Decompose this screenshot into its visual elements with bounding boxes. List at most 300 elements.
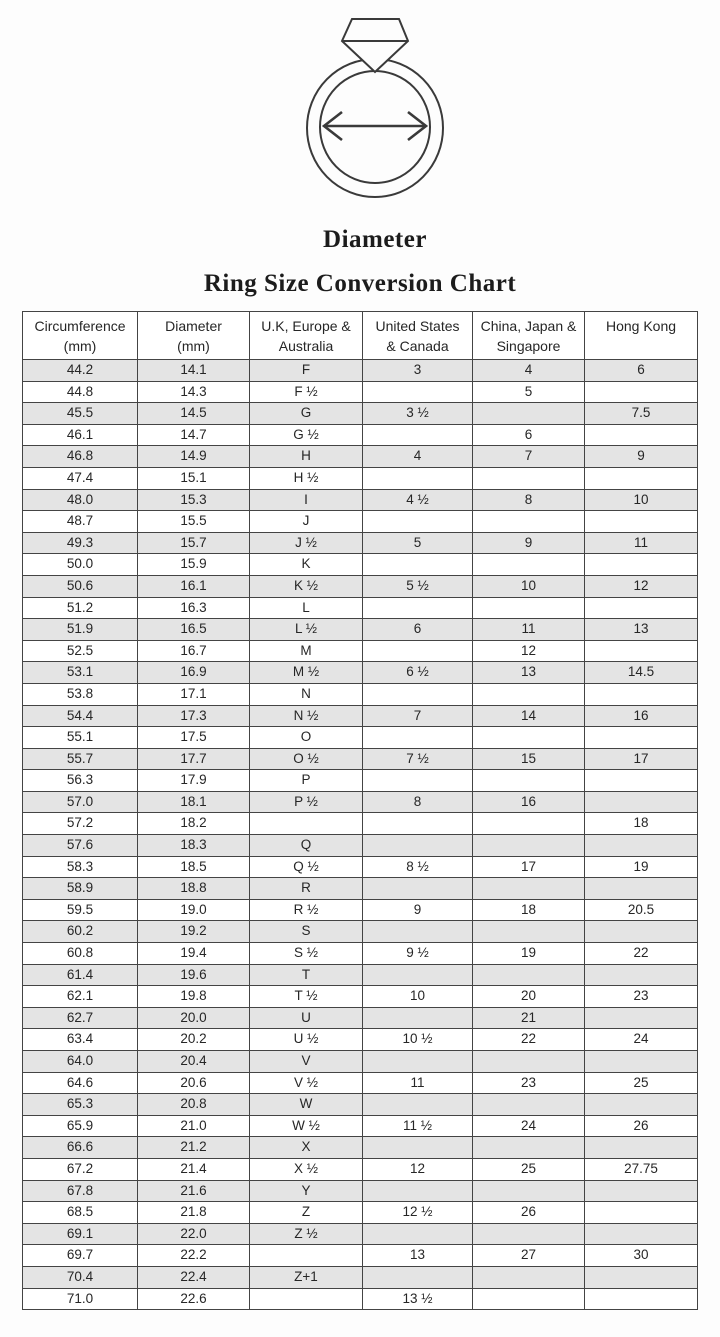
cell-diameter-mm: 14.5	[138, 403, 250, 425]
table-row	[23, 575, 698, 597]
cell-china-japan-singapore	[473, 1051, 585, 1073]
cell-china-japan-singapore	[473, 597, 585, 619]
table-row	[23, 1029, 698, 1051]
cell-china-japan-singapore: 7	[473, 446, 585, 468]
cell-diameter-mm: 21.4	[138, 1158, 250, 1180]
cell-uk-europe-australia: R	[250, 878, 363, 900]
cell-uk-europe-australia: Z+1	[250, 1266, 363, 1288]
cell-diameter-mm: 21.2	[138, 1137, 250, 1159]
cell-china-japan-singapore: 23	[473, 1072, 585, 1094]
cell-uk-europe-australia: M ½	[250, 662, 363, 684]
cell-hong-kong: 11	[585, 532, 698, 554]
cell-uk-europe-australia: S	[250, 921, 363, 943]
cell-diameter-mm: 22.0	[138, 1223, 250, 1245]
cell-uk-europe-australia: O	[250, 727, 363, 749]
cell-diameter-mm: 22.4	[138, 1266, 250, 1288]
cell-hong-kong: 25	[585, 1072, 698, 1094]
cell-china-japan-singapore: 20	[473, 986, 585, 1008]
cell-hong-kong: 7.5	[585, 403, 698, 425]
cell-uk-europe-australia: K ½	[250, 575, 363, 597]
cell-china-japan-singapore	[473, 835, 585, 857]
cell-circumference-mm: 58.9	[23, 878, 138, 900]
cell-us-canada: 9 ½	[363, 943, 473, 965]
cell-diameter-mm: 18.1	[138, 791, 250, 813]
cell-us-canada: 12 ½	[363, 1202, 473, 1224]
cell-uk-europe-australia: U ½	[250, 1029, 363, 1051]
cell-uk-europe-australia	[250, 813, 363, 835]
cell-uk-europe-australia: J ½	[250, 532, 363, 554]
cell-us-canada	[363, 813, 473, 835]
cell-circumference-mm: 47.4	[23, 467, 138, 489]
cell-us-canada: 13	[363, 1245, 473, 1267]
cell-us-canada	[363, 1223, 473, 1245]
cell-circumference-mm: 51.9	[23, 619, 138, 641]
cell-china-japan-singapore: 15	[473, 748, 585, 770]
cell-uk-europe-australia: Z ½	[250, 1223, 363, 1245]
cell-uk-europe-australia: W ½	[250, 1115, 363, 1137]
cell-us-canada	[363, 1180, 473, 1202]
cell-circumference-mm: 48.7	[23, 511, 138, 533]
cell-us-canada	[363, 921, 473, 943]
cell-circumference-mm: 51.2	[23, 597, 138, 619]
cell-hong-kong	[585, 1266, 698, 1288]
cell-circumference-mm: 56.3	[23, 770, 138, 792]
cell-uk-europe-australia: Q	[250, 835, 363, 857]
cell-uk-europe-australia: Q ½	[250, 856, 363, 878]
cell-diameter-mm: 22.2	[138, 1245, 250, 1267]
table-row	[23, 899, 698, 921]
cell-diameter-mm: 18.3	[138, 835, 250, 857]
cell-hong-kong	[585, 727, 698, 749]
table-row	[23, 856, 698, 878]
cell-china-japan-singapore	[473, 1180, 585, 1202]
table-row	[23, 1007, 698, 1029]
cell-china-japan-singapore: 4	[473, 360, 585, 382]
table-row	[23, 619, 698, 641]
cell-circumference-mm: 67.8	[23, 1180, 138, 1202]
table-row	[23, 1072, 698, 1094]
cell-china-japan-singapore	[473, 770, 585, 792]
cell-uk-europe-australia: G ½	[250, 424, 363, 446]
cell-us-canada: 4	[363, 446, 473, 468]
table-row	[23, 683, 698, 705]
cell-us-canada: 6	[363, 619, 473, 641]
cell-diameter-mm: 21.0	[138, 1115, 250, 1137]
table-row	[23, 727, 698, 749]
cell-us-canada	[363, 511, 473, 533]
cell-hong-kong	[585, 964, 698, 986]
cell-uk-europe-australia: V ½	[250, 1072, 363, 1094]
cell-uk-europe-australia: N	[250, 683, 363, 705]
header-hong-kong: Hong Kong	[585, 312, 698, 360]
cell-hong-kong	[585, 511, 698, 533]
diameter-label: Diameter	[323, 226, 427, 253]
cell-uk-europe-australia: W	[250, 1094, 363, 1116]
cell-china-japan-singapore	[473, 683, 585, 705]
cell-diameter-mm: 20.0	[138, 1007, 250, 1029]
cell-circumference-mm: 48.0	[23, 489, 138, 511]
cell-china-japan-singapore: 13	[473, 662, 585, 684]
cell-circumference-mm: 65.9	[23, 1115, 138, 1137]
cell-uk-europe-australia: X ½	[250, 1158, 363, 1180]
cell-uk-europe-australia	[250, 1245, 363, 1267]
cell-china-japan-singapore: 22	[473, 1029, 585, 1051]
cell-us-canada: 10 ½	[363, 1029, 473, 1051]
table-row	[23, 1202, 698, 1224]
table-row	[23, 943, 698, 965]
cell-diameter-mm: 15.1	[138, 467, 250, 489]
cell-diameter-mm: 15.5	[138, 511, 250, 533]
table-row	[23, 986, 698, 1008]
cell-us-canada: 11	[363, 1072, 473, 1094]
cell-uk-europe-australia: F ½	[250, 381, 363, 403]
cell-hong-kong	[585, 1180, 698, 1202]
cell-uk-europe-australia: U	[250, 1007, 363, 1029]
cell-diameter-mm: 16.3	[138, 597, 250, 619]
cell-diameter-mm: 17.3	[138, 705, 250, 727]
header-diameter: Diameter (mm)	[138, 312, 250, 360]
cell-diameter-mm: 18.5	[138, 856, 250, 878]
cell-circumference-mm: 44.8	[23, 381, 138, 403]
cell-china-japan-singapore	[473, 813, 585, 835]
cell-us-canada	[363, 835, 473, 857]
cell-circumference-mm: 58.3	[23, 856, 138, 878]
cell-hong-kong	[585, 554, 698, 576]
cell-circumference-mm: 69.1	[23, 1223, 138, 1245]
cell-china-japan-singapore	[473, 403, 585, 425]
table-row	[23, 597, 698, 619]
cell-diameter-mm: 16.5	[138, 619, 250, 641]
cell-circumference-mm: 69.7	[23, 1245, 138, 1267]
cell-uk-europe-australia: V	[250, 1051, 363, 1073]
cell-hong-kong	[585, 835, 698, 857]
cell-circumference-mm: 60.2	[23, 921, 138, 943]
cell-diameter-mm: 15.3	[138, 489, 250, 511]
cell-china-japan-singapore	[473, 554, 585, 576]
table-row	[23, 964, 698, 986]
header-us-canada: United States & Canada	[363, 312, 473, 360]
cell-china-japan-singapore: 16	[473, 791, 585, 813]
cell-hong-kong	[585, 1223, 698, 1245]
cell-circumference-mm: 60.8	[23, 943, 138, 965]
cell-uk-europe-australia: H ½	[250, 467, 363, 489]
cell-china-japan-singapore: 17	[473, 856, 585, 878]
cell-uk-europe-australia: G	[250, 403, 363, 425]
cell-diameter-mm: 14.1	[138, 360, 250, 382]
table-header	[23, 312, 698, 360]
cell-us-canada	[363, 424, 473, 446]
cell-us-canada: 13 ½	[363, 1288, 473, 1310]
cell-china-japan-singapore	[473, 511, 585, 533]
table-row	[23, 813, 698, 835]
cell-diameter-mm: 14.9	[138, 446, 250, 468]
cell-hong-kong	[585, 1051, 698, 1073]
table-row	[23, 381, 698, 403]
cell-circumference-mm: 54.4	[23, 705, 138, 727]
cell-hong-kong	[585, 381, 698, 403]
cell-diameter-mm: 20.2	[138, 1029, 250, 1051]
cell-china-japan-singapore: 11	[473, 619, 585, 641]
header-china-japan-singapore: China, Japan & Singapore	[473, 312, 585, 360]
cell-china-japan-singapore	[473, 1288, 585, 1310]
cell-circumference-mm: 67.2	[23, 1158, 138, 1180]
cell-circumference-mm: 53.1	[23, 662, 138, 684]
table-row	[23, 640, 698, 662]
cell-hong-kong	[585, 467, 698, 489]
cell-circumference-mm: 70.4	[23, 1266, 138, 1288]
cell-us-canada	[363, 964, 473, 986]
cell-diameter-mm: 15.9	[138, 554, 250, 576]
cell-uk-europe-australia: X	[250, 1137, 363, 1159]
cell-us-canada	[363, 770, 473, 792]
cell-china-japan-singapore: 10	[473, 575, 585, 597]
cell-circumference-mm: 63.4	[23, 1029, 138, 1051]
cell-hong-kong	[585, 770, 698, 792]
cell-diameter-mm: 19.0	[138, 899, 250, 921]
cell-circumference-mm: 46.8	[23, 446, 138, 468]
cell-hong-kong: 6	[585, 360, 698, 382]
cell-circumference-mm: 55.1	[23, 727, 138, 749]
cell-china-japan-singapore: 27	[473, 1245, 585, 1267]
cell-china-japan-singapore	[473, 1137, 585, 1159]
cell-uk-europe-australia	[250, 1288, 363, 1310]
cell-circumference-mm: 57.2	[23, 813, 138, 835]
cell-diameter-mm: 17.1	[138, 683, 250, 705]
cell-uk-europe-australia: N ½	[250, 705, 363, 727]
cell-circumference-mm: 62.7	[23, 1007, 138, 1029]
cell-us-canada	[363, 1266, 473, 1288]
cell-china-japan-singapore: 8	[473, 489, 585, 511]
cell-us-canada: 5	[363, 532, 473, 554]
cell-china-japan-singapore: 5	[473, 381, 585, 403]
cell-us-canada: 12	[363, 1158, 473, 1180]
cell-uk-europe-australia: J	[250, 511, 363, 533]
table-row	[23, 554, 698, 576]
cell-circumference-mm: 46.1	[23, 424, 138, 446]
cell-us-canada	[363, 683, 473, 705]
cell-china-japan-singapore: 12	[473, 640, 585, 662]
cell-uk-europe-australia: Z	[250, 1202, 363, 1224]
cell-hong-kong	[585, 1007, 698, 1029]
cell-diameter-mm: 18.2	[138, 813, 250, 835]
cell-diameter-mm: 17.7	[138, 748, 250, 770]
cell-hong-kong: 30	[585, 1245, 698, 1267]
cell-us-canada: 4 ½	[363, 489, 473, 511]
cell-diameter-mm: 20.8	[138, 1094, 250, 1116]
cell-us-canada	[363, 1137, 473, 1159]
cell-us-canada	[363, 1007, 473, 1029]
cell-china-japan-singapore	[473, 1266, 585, 1288]
table-row	[23, 705, 698, 727]
cell-hong-kong: 23	[585, 986, 698, 1008]
cell-hong-kong	[585, 640, 698, 662]
cell-diameter-mm: 22.6	[138, 1288, 250, 1310]
table-row	[23, 1094, 698, 1116]
table-row	[23, 360, 698, 382]
cell-china-japan-singapore: 6	[473, 424, 585, 446]
cell-circumference-mm: 68.5	[23, 1202, 138, 1224]
cell-circumference-mm: 50.6	[23, 575, 138, 597]
table-row	[23, 1266, 698, 1288]
cell-china-japan-singapore	[473, 1223, 585, 1245]
cell-hong-kong	[585, 921, 698, 943]
cell-diameter-mm: 14.7	[138, 424, 250, 446]
cell-uk-europe-australia: P	[250, 770, 363, 792]
cell-us-canada: 8	[363, 791, 473, 813]
cell-hong-kong: 17	[585, 748, 698, 770]
table-row	[23, 1223, 698, 1245]
cell-hong-kong: 12	[585, 575, 698, 597]
cell-diameter-mm: 20.4	[138, 1051, 250, 1073]
cell-us-canada: 3	[363, 360, 473, 382]
table-row	[23, 1137, 698, 1159]
cell-us-canada: 10	[363, 986, 473, 1008]
table-body	[23, 360, 698, 1310]
cell-china-japan-singapore: 26	[473, 1202, 585, 1224]
table-row	[23, 489, 698, 511]
cell-diameter-mm: 20.6	[138, 1072, 250, 1094]
cell-uk-europe-australia: S ½	[250, 943, 363, 965]
cell-hong-kong: 13	[585, 619, 698, 641]
cell-uk-europe-australia: P ½	[250, 791, 363, 813]
cell-china-japan-singapore	[473, 1094, 585, 1116]
table-row	[23, 835, 698, 857]
table-row	[23, 467, 698, 489]
cell-circumference-mm: 55.7	[23, 748, 138, 770]
cell-diameter-mm: 17.9	[138, 770, 250, 792]
cell-hong-kong: 22	[585, 943, 698, 965]
cell-hong-kong: 10	[585, 489, 698, 511]
cell-us-canada	[363, 554, 473, 576]
cell-uk-europe-australia: M	[250, 640, 363, 662]
cell-us-canada	[363, 878, 473, 900]
ring-diameter-icon	[300, 8, 450, 208]
table-row	[23, 921, 698, 943]
cell-hong-kong	[585, 597, 698, 619]
cell-diameter-mm: 16.1	[138, 575, 250, 597]
cell-diameter-mm: 14.3	[138, 381, 250, 403]
table-row	[23, 1158, 698, 1180]
cell-diameter-mm: 21.6	[138, 1180, 250, 1202]
cell-circumference-mm: 66.6	[23, 1137, 138, 1159]
cell-uk-europe-australia: Y	[250, 1180, 363, 1202]
cell-hong-kong: 9	[585, 446, 698, 468]
cell-uk-europe-australia: K	[250, 554, 363, 576]
cell-circumference-mm: 57.0	[23, 791, 138, 813]
cell-diameter-mm: 21.8	[138, 1202, 250, 1224]
cell-hong-kong	[585, 424, 698, 446]
cell-hong-kong: 24	[585, 1029, 698, 1051]
cell-circumference-mm: 61.4	[23, 964, 138, 986]
conversion-table	[22, 311, 698, 1310]
header-row	[23, 312, 698, 360]
cell-hong-kong	[585, 1137, 698, 1159]
cell-hong-kong: 18	[585, 813, 698, 835]
cell-diameter-mm: 17.5	[138, 727, 250, 749]
cell-diameter-mm: 19.6	[138, 964, 250, 986]
cell-diameter-mm: 18.8	[138, 878, 250, 900]
cell-circumference-mm: 62.1	[23, 986, 138, 1008]
table-row	[23, 1245, 698, 1267]
cell-uk-europe-australia: O ½	[250, 748, 363, 770]
cell-circumference-mm: 45.5	[23, 403, 138, 425]
cell-us-canada	[363, 727, 473, 749]
header-circumference: Circumference (mm)	[23, 312, 138, 360]
cell-us-canada	[363, 640, 473, 662]
cell-china-japan-singapore	[473, 964, 585, 986]
cell-hong-kong	[585, 791, 698, 813]
cell-circumference-mm: 50.0	[23, 554, 138, 576]
table-row	[23, 403, 698, 425]
cell-us-canada: 3 ½	[363, 403, 473, 425]
cell-hong-kong: 14.5	[585, 662, 698, 684]
cell-us-canada: 11 ½	[363, 1115, 473, 1137]
table-row	[23, 511, 698, 533]
cell-hong-kong: 20.5	[585, 899, 698, 921]
cell-hong-kong: 26	[585, 1115, 698, 1137]
cell-circumference-mm: 53.8	[23, 683, 138, 705]
cell-china-japan-singapore: 19	[473, 943, 585, 965]
cell-hong-kong: 19	[585, 856, 698, 878]
table-row	[23, 878, 698, 900]
cell-us-canada	[363, 597, 473, 619]
cell-us-canada	[363, 467, 473, 489]
cell-circumference-mm: 57.6	[23, 835, 138, 857]
cell-china-japan-singapore: 24	[473, 1115, 585, 1137]
table-row	[23, 424, 698, 446]
table-row	[23, 1180, 698, 1202]
cell-hong-kong	[585, 1202, 698, 1224]
cell-circumference-mm: 64.6	[23, 1072, 138, 1094]
cell-us-canada	[363, 1051, 473, 1073]
cell-us-canada: 8 ½	[363, 856, 473, 878]
table-row	[23, 532, 698, 554]
cell-uk-europe-australia: L	[250, 597, 363, 619]
header-uk-europe-australia: U.K, Europe & Australia	[250, 312, 363, 360]
cell-hong-kong	[585, 1094, 698, 1116]
cell-circumference-mm: 52.5	[23, 640, 138, 662]
cell-us-canada: 5 ½	[363, 575, 473, 597]
cell-china-japan-singapore: 25	[473, 1158, 585, 1180]
cell-hong-kong: 16	[585, 705, 698, 727]
cell-china-japan-singapore: 18	[473, 899, 585, 921]
cell-uk-europe-australia: H	[250, 446, 363, 468]
cell-uk-europe-australia: T ½	[250, 986, 363, 1008]
cell-circumference-mm: 65.3	[23, 1094, 138, 1116]
table-row	[23, 1115, 698, 1137]
table-row	[23, 1288, 698, 1310]
cell-diameter-mm: 16.9	[138, 662, 250, 684]
cell-circumference-mm: 59.5	[23, 899, 138, 921]
cell-circumference-mm: 49.3	[23, 532, 138, 554]
cell-china-japan-singapore: 21	[473, 1007, 585, 1029]
cell-circumference-mm: 64.0	[23, 1051, 138, 1073]
cell-uk-europe-australia: T	[250, 964, 363, 986]
cell-us-canada: 6 ½	[363, 662, 473, 684]
ring-illustration	[0, 8, 720, 254]
cell-circumference-mm: 71.0	[23, 1288, 138, 1310]
cell-circumference-mm: 44.2	[23, 360, 138, 382]
cell-china-japan-singapore: 14	[473, 705, 585, 727]
cell-uk-europe-australia: F	[250, 360, 363, 382]
cell-hong-kong: 27.75	[585, 1158, 698, 1180]
cell-china-japan-singapore	[473, 921, 585, 943]
table-row	[23, 1051, 698, 1073]
cell-hong-kong	[585, 1288, 698, 1310]
cell-uk-europe-australia: I	[250, 489, 363, 511]
cell-diameter-mm: 16.7	[138, 640, 250, 662]
cell-us-canada	[363, 381, 473, 403]
